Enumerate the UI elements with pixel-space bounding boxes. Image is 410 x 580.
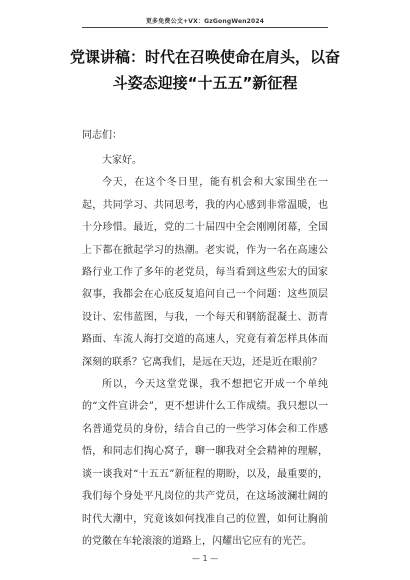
document-title — [60, 44, 350, 96]
header-divider — [82, 27, 328, 28]
page-number: — 1 — — [191, 554, 219, 563]
title-line-1: 党课讲稿：时代在召唤使命在肩头，以奋 — [69, 48, 340, 66]
paragraph-opening: 大家好。 — [102, 155, 142, 166]
page-header: 更多免费公文+VX：GzGongWen2024 — [145, 18, 265, 25]
document-body — [82, 150, 328, 553]
paragraph-purpose: 所以，今天这堂党课，我不想把它开成一个单纯的“文件宣讲会”，更不想讲什么工作成绩。我只想以一名普通党员的身份，结合自己的一些学习体会和工作感悟，和同志们掏心窝子，聊一聊我对全会精神的理解，谈一谈我对“十五五”新征程的期盼，以及，最重要的，我们每个身处平凡岗位的共产党员，在这场波澜壮阔的时代大潮中，究竟该如何找准自己的位置，如何让胸前的党徽在车轮滚滚的道路上，闪耀出它应有的光芒。 — [82, 379, 328, 547]
title-line-2: 斗姿态迎接“十五五”新征程 — [112, 74, 298, 92]
salutation: 同志们： — [82, 130, 122, 141]
paragraph-intro: 今天，在这个冬日里，能有机会和大家围坐在一起，共同学习、共同思考，我的内心感到非常温暖，也十分珍惜。最近，党的二十届四中全会刚刚闭幕，全国上下都在掀起学习的热潮。老实说，作为一名在高速公路行业工作了多年的老党员，每当看到这些宏大的国家叙事，我都会在心底反复追问自己一个问题：这些顶层设计、宏伟蓝图，与我，一个每天和钢筋混凝土、沥青路面、车流人海打交道的高速人，究竟有着怎样具体而深刻的联系？它离我们，是远在天边，还是近在眼前？ — [82, 177, 328, 368]
